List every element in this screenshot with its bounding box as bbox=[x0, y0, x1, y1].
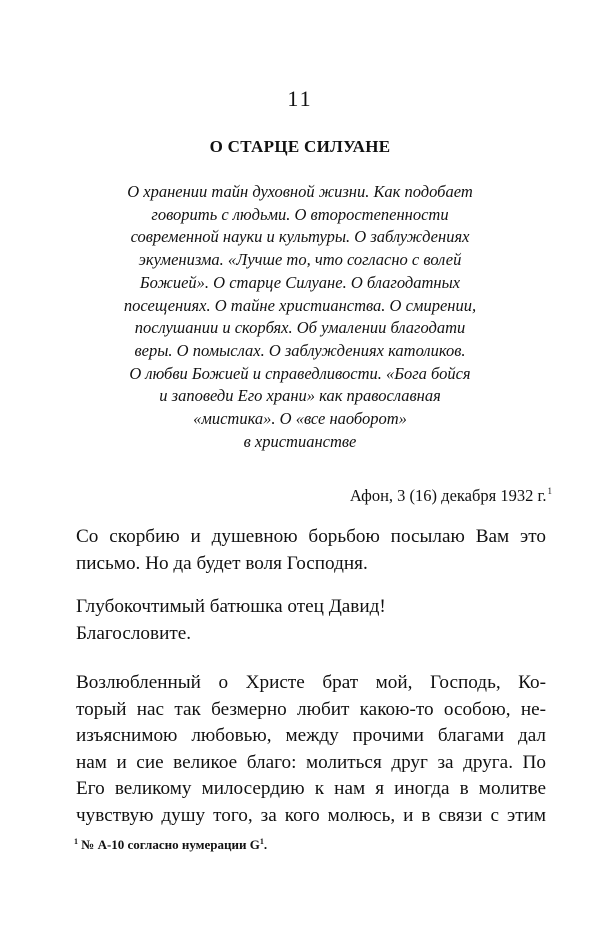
summary-line: посещениях. О тайне христианства. О смирении, bbox=[123, 295, 477, 315]
summary-line: веры. О помыслах. О заблуждениях католиков. bbox=[134, 340, 466, 360]
paragraph-line: Со скорбию и душевною борьбою посылаю Вам это bbox=[76, 526, 546, 547]
summary-line: Божией». О старце Силуане. О благодатных bbox=[139, 272, 461, 292]
paragraph-line: нам и сие великое благо: молиться друг за друга. По bbox=[76, 751, 546, 773]
summary-line: и заповеди Его храни» как православная bbox=[159, 386, 441, 406]
chapter-number: 11 bbox=[287, 86, 313, 111]
summary-line: послушании и скорбях. Об умалении благодати bbox=[134, 318, 466, 338]
summary-line: О хранении тайн духовной жизни. Как подобает bbox=[127, 182, 473, 201]
summary-line: говорить с людьми. О второстепенности bbox=[151, 204, 449, 224]
paragraph-line: письмо. Но да будет воля Господня. bbox=[76, 552, 368, 574]
footnote-superscript: 1 bbox=[259, 837, 264, 846]
summary-line: современной науки и культуры. О заблуждениях bbox=[130, 227, 470, 247]
footnote-text: № А-10 согласно нумерации G bbox=[81, 837, 260, 852]
chapter-title: О СТАРЦЕ СИЛУАНЕ bbox=[209, 137, 391, 156]
paragraph-line: Глубокочтимый батюшка отец Давид! bbox=[76, 596, 386, 617]
letter-dateline bbox=[350, 480, 552, 507]
summary-line: О любви Божией и справедливости. «Бога бойся bbox=[129, 363, 471, 383]
paragraph-line: чувствую душу того, за кого молюсь, и в связи с этим bbox=[76, 804, 546, 826]
paragraph-main bbox=[76, 670, 546, 829]
chapter-summary bbox=[70, 181, 530, 453]
paragraph-opening bbox=[76, 524, 546, 577]
summary-line: «мистика». О «все наоборот» bbox=[193, 409, 407, 429]
paragraph-line: торый нас так безмерно любит какою-то особою, не- bbox=[76, 698, 546, 720]
paragraph-line: Благословите. bbox=[76, 622, 192, 644]
footnote-end: . bbox=[263, 837, 268, 852]
paragraph-line: Возлюбленный о Христе брат мой, Господь, Ко- bbox=[76, 672, 546, 693]
footnote-mark: 1 bbox=[74, 837, 78, 846]
dateline-footnote-mark: 1 bbox=[547, 486, 552, 496]
paragraph-line: Его великому милосердию к нам я иногда в молитве bbox=[76, 778, 546, 799]
paragraph-line: изъяснимою любовью, между прочими благами дал bbox=[76, 725, 546, 746]
dateline-text: Афон, 3 (16) декабря 1932 г. bbox=[349, 486, 547, 505]
summary-line: экуменизма. «Лучше то, что согласно с волей bbox=[138, 250, 462, 270]
footnote bbox=[74, 833, 267, 854]
paragraph-salutation bbox=[76, 594, 546, 647]
summary-line: в христианстве bbox=[243, 431, 357, 451]
